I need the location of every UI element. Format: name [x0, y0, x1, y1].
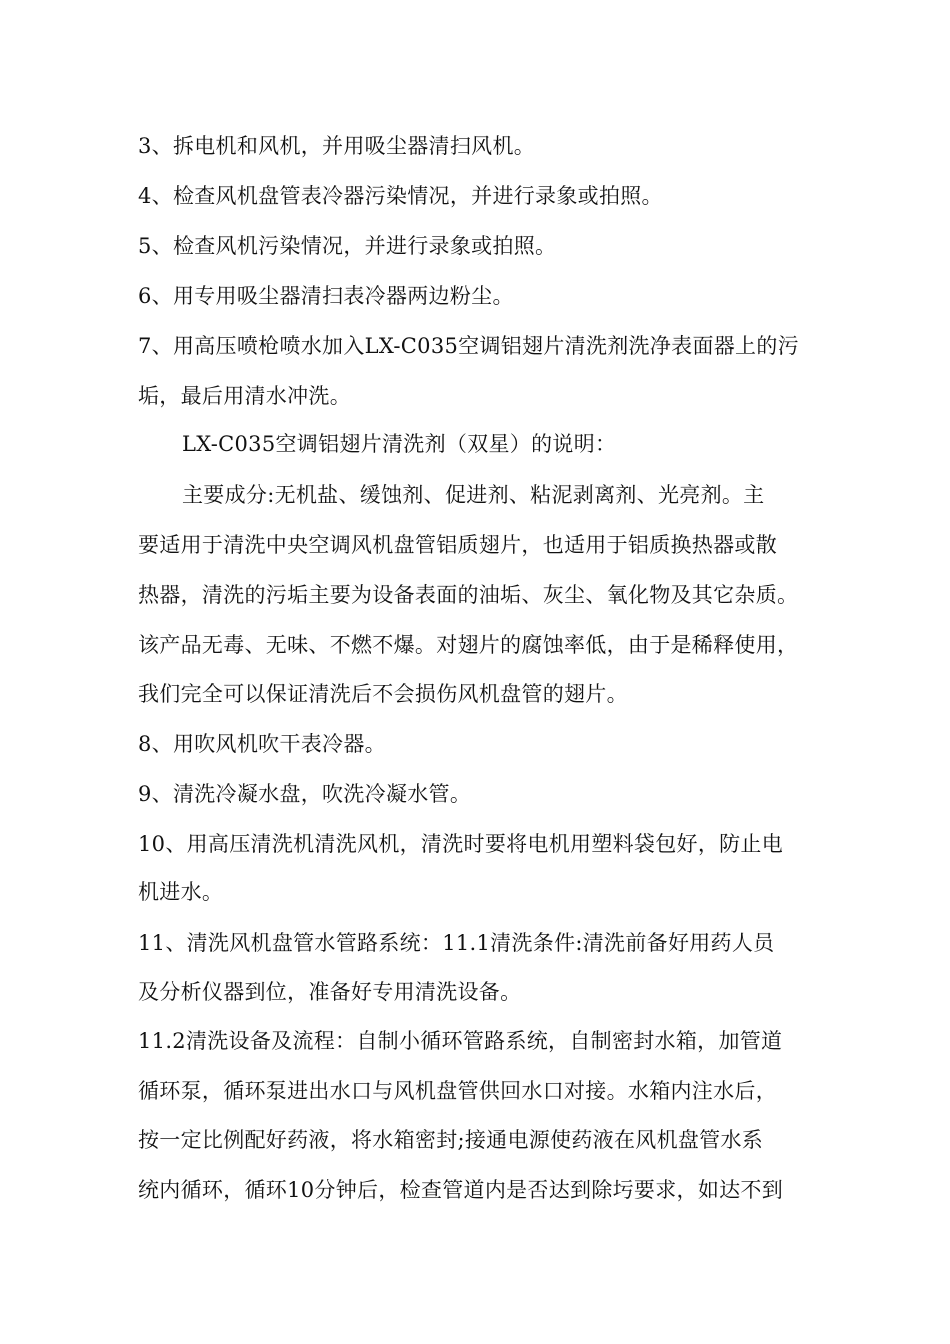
step-8-text: 8、用吹风机吹干表冷器。 — [138, 732, 386, 756]
step-11-text-line-1: 11、清洗风机盘管水管路系统：11.1清洗条件:清洗前备好用药人员 — [138, 931, 775, 955]
step-10-text-line-1: 10、用高压清洗机清洗风机，清洗时要将电机用塑料袋包好，防止电 — [138, 832, 784, 856]
step-10-text-line-2: 机进水。 — [138, 880, 224, 904]
step-5-text: 5、检查风机污染情况，并进行录象或拍照。 — [138, 234, 557, 258]
step-4-text: 4、检查风机盘管表冷器污染情况，并进行录象或拍照。 — [138, 184, 663, 208]
cleaner-description-line-3: 热器，清洗的污垢主要为设备表面的油垢、灰尘、氧化物及其它杂质。 — [138, 583, 799, 607]
step-11-2-text-line-1: 11.2清洗设备及流程：自制小循环管路系统，自制密封水箱，加管道 — [138, 1029, 783, 1053]
step-11-2-text-line-3: 按一定比例配好药液，将水箱密封;接通电源使药液在风机盘管水系 — [138, 1128, 764, 1152]
cleaner-description-line-4: 该产品无毒、无味、不燃不爆。对翅片的腐蚀率低，由于是稀释使用， — [138, 633, 799, 657]
step-9-text: 9、清洗冷凝水盘，吹洗冷凝水管。 — [138, 782, 472, 806]
step-3-text: 3、拆电机和风机，并用吸尘器清扫风机。 — [138, 134, 536, 158]
step-11-text-line-2: 及分析仪器到位，准备好专用清洗设备。 — [138, 980, 522, 1004]
step-11-2-text-line-4: 统内循环，循环10分钟后，检查管道内是否达到除圬要求，如达不到 — [138, 1178, 784, 1202]
step-11-2-text-line-2: 循环泵，循环泵进出水口与风机盘管供回水口对接。水箱内注水后， — [138, 1079, 777, 1103]
step-6-text: 6、用专用吸尘器清扫表冷器两边粉尘。 — [138, 284, 514, 308]
step-7-text-line-1: 7、用高压喷枪喷水加入LX-C035空调铝翅片清洗剂洗净表面器上的污 — [138, 334, 799, 358]
cleaner-description-line-2: 要适用于清洗中央空调风机盘管铝质翅片，也适用于铝质换热器或散 — [138, 533, 777, 557]
cleaner-description-heading: LX-C035空调铝翅片清洗剂（双星）的说明： — [182, 432, 617, 456]
cleaner-description-line-1: 主要成分:无机盐、缓蚀剂、促进剂、粘泥剥离剂、光亮剂。主 — [182, 483, 765, 507]
step-7-text-line-2: 垢，最后用清水冲洗。 — [138, 384, 351, 408]
cleaner-description-line-5: 我们完全可以保证清洗后不会损伤风机盘管的翅片。 — [138, 682, 628, 706]
